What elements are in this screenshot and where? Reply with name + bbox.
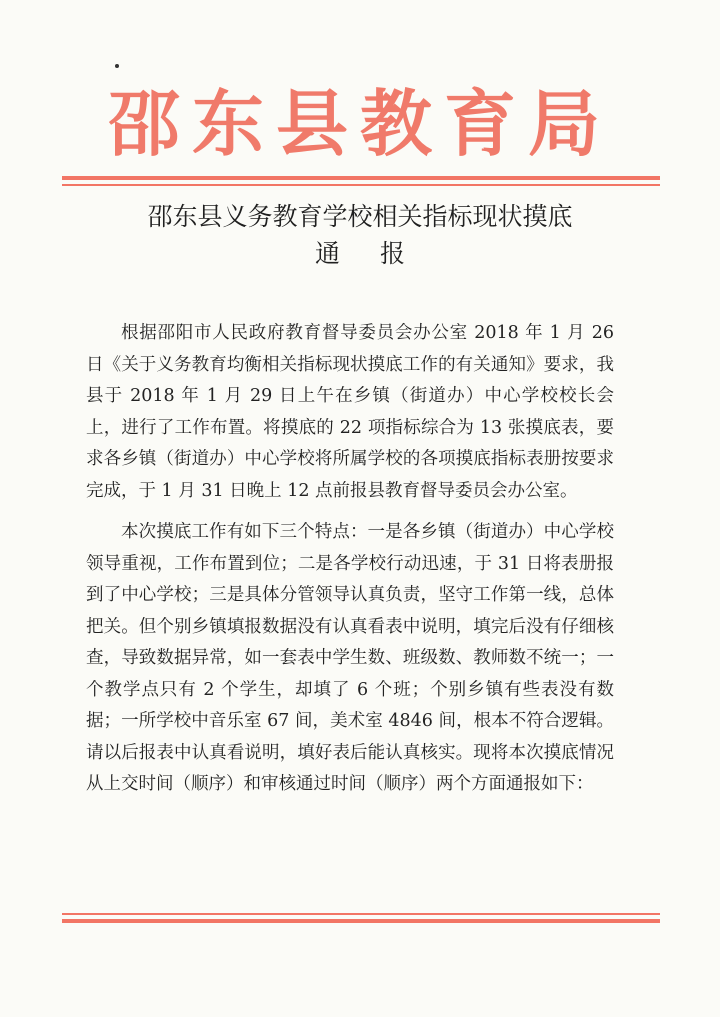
document-title: 邵东县义务教育学校相关指标现状摸底 bbox=[147, 202, 573, 231]
header-rule-thick bbox=[62, 176, 660, 180]
footer-rule-thin bbox=[62, 913, 660, 915]
document-title-subline: 通报 bbox=[314, 239, 445, 268]
body-paragraph: 根据邵阳市人民政府教育督导委员会办公室 2018 年 1 月 26 日《关于义务教育均衡相关指标现状摸底工作的有关通知》要求，我县于 2018 年 1 月 29 日上午在乡镇（街道办）中心学校校长会上，进行了工作布置。将摸底的 22 项指标综合为 13 张摸底表，要求各乡镇（街道办）中心学校将所属学校的各项摸底指标表册按要求完成，于 1 月 31 日晚上 12 点前报县教育督导委员会办公室。 bbox=[86, 323, 614, 501]
punch-mark bbox=[115, 64, 119, 68]
masthead-title: 邵东县教育局 bbox=[107, 81, 612, 166]
body-paragraph: 本次摸底工作有如下三个特点：一是各乡镇（街道办）中心学校领导重视，工作布置到位；二是各学校行动迅速，于 31 日将表册报到了中心学校；三是具体分管领导认真负责，坚守工作第一线，总体把关。但个别乡镇填报数据没有认真看表中说明，填完后没有仔细核查，导致数据异常，如一套表中学生数、班级数、教师数不统一；一个教学点只有 2 个学生，却填了 6 个班；个别乡镇有些表没有数据；一所学校中音乐室 67 间，美术室 4846 间，根本不符合逻辑。请以后报表中认真看说明，填好表后能认真核实。现将本次摸底情况从上交时间（顺序）和审核通过时间（顺序）两个方面通报如下： bbox=[86, 522, 614, 794]
document-body bbox=[86, 318, 614, 801]
footer-rule-thick bbox=[62, 919, 660, 923]
header-rule-thin bbox=[62, 184, 660, 186]
